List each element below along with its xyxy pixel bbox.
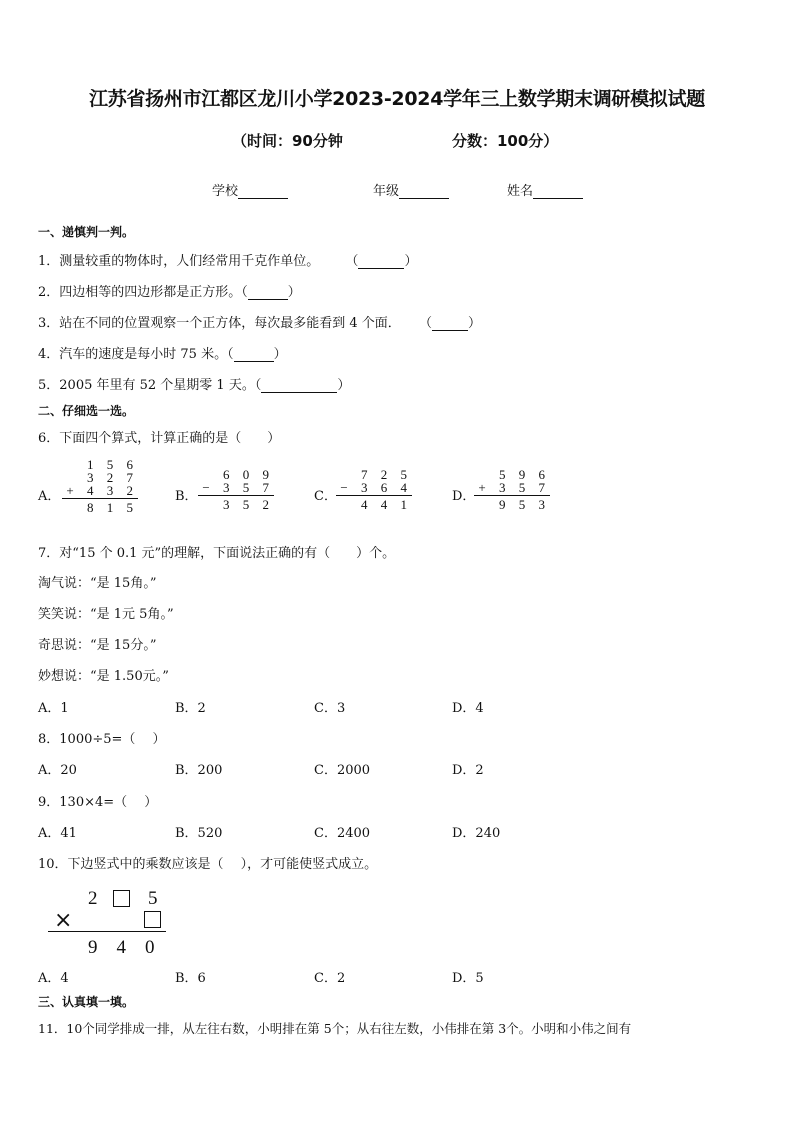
q10-option-c[interactable]: C．2 [314, 971, 346, 986]
q6-d-row1: 5 9 6 [499, 467, 550, 482]
name-field[interactable] [507, 180, 583, 199]
q4-answer-blank[interactable] [234, 347, 274, 362]
q2: 2．四边相等的四边形都是正方形。（ ） [38, 285, 301, 300]
section2-heading: 二、仔细选一选。 [38, 404, 135, 418]
q5: 5．2005 年里有 52 个星期零 1 天。（ ） [38, 378, 351, 393]
q6-option-c-calc [336, 468, 412, 511]
section3-heading: 三、认真填一填。 [38, 995, 135, 1009]
q6-option-c-label[interactable]: C． [314, 489, 337, 504]
q6-a-row1: 1 5 6 [87, 457, 138, 472]
q6-c-row2: − 3 6 4 [340, 480, 412, 495]
q2-answer-blank[interactable] [248, 285, 288, 300]
q7-line2: 笑笑说：“是 1元 5角。” [38, 607, 174, 622]
q4-text: 4．汽车的速度是每小时 75 米。 [38, 347, 228, 362]
q7-option-b[interactable]: B．2 [175, 701, 206, 716]
q6-option-d-label[interactable]: D． [452, 489, 476, 504]
q7-line3: 奇思说：“是 15分。” [38, 638, 157, 653]
q8-option-a[interactable]: A．20 [38, 763, 77, 778]
grade-field[interactable] [373, 180, 449, 199]
q6-option-a-calc [62, 458, 138, 514]
q6-d-result: 9 5 3 [474, 495, 550, 511]
q7-line4: 妙想说：“是 1.50元。” [38, 669, 169, 684]
q10-option-b[interactable]: B．6 [175, 971, 206, 986]
grade-label: 年级 [373, 184, 400, 199]
q9-stem: 9．130×4=（ ） [38, 795, 158, 810]
q7-option-c[interactable]: C．3 [314, 701, 346, 716]
grade-blank[interactable] [399, 184, 449, 199]
q6-d-row2: + 3 5 7 [478, 480, 550, 495]
q6-a-row3: + 4 3 2 [66, 483, 138, 498]
q6-c-row1: 7 2 5 [361, 467, 412, 482]
q6-option-b-label[interactable]: B． [175, 489, 198, 504]
q10-option-d[interactable]: D．5 [452, 971, 484, 986]
q6-a-row2: 3 2 7 [87, 470, 138, 485]
name-blank[interactable] [533, 184, 583, 199]
q10-vertical-multiplication [48, 884, 178, 956]
name-label: 姓名 [507, 184, 534, 199]
q10-option-a[interactable]: A．4 [38, 971, 69, 986]
q2-text: 2．四边相等的四边形都是正方形。 [38, 285, 242, 300]
q1-answer-blank[interactable] [358, 254, 404, 269]
q8-stem: 8．1000÷5=（ ） [38, 732, 166, 747]
q5-answer-blank[interactable] [261, 378, 337, 393]
q10-stem: 10．下边竖式中的乘数应该是（ ），才可能使竖式成立。 [38, 857, 378, 872]
q8-option-c[interactable]: C．2000 [314, 763, 371, 778]
q1-text: 1．测量较重的物体时，人们经常用千克作单位。 [38, 254, 320, 269]
q6-c-result: 4 4 1 [336, 495, 412, 511]
q7-line1: 淘气说：“是 15角。” [38, 576, 157, 591]
q10-result: 9 4 0 [88, 937, 155, 958]
q10-blank-box-tens[interactable] [113, 890, 130, 907]
q6-b-row2: − 3 5 7 [202, 480, 274, 495]
q4: 4．汽车的速度是每小时 75 米。（ ） [38, 347, 287, 362]
q8-option-b[interactable]: B．200 [175, 763, 223, 778]
exam-score: 分数：100分） [452, 132, 559, 150]
q6-option-d-calc [474, 468, 550, 511]
q8-option-d[interactable]: D．2 [452, 763, 484, 778]
q9-option-c[interactable]: C．2400 [314, 826, 371, 841]
q7-option-a[interactable]: A．1 [38, 701, 69, 716]
section1-heading: 一、递慎判一判。 [38, 225, 135, 239]
q10-digit-ones: 5 [148, 888, 158, 909]
exam-time: （时间：90分钟 [232, 132, 343, 150]
q7-stem: 7．对“15 个 0.1 元”的理解，下面说法正确的有（ ）个。 [38, 546, 396, 561]
school-field[interactable] [212, 180, 288, 199]
q6-stem: 6．下面四个算式，计算正确的是（ ） [38, 431, 281, 446]
q1: 1．测量较重的物体时，人们经常用千克作单位。 （ ） [38, 254, 418, 269]
page-title: 江苏省扬州市江都区龙川小学2023-2024学年三上数学期末调研模拟试题 [89, 88, 705, 110]
q3-answer-blank[interactable] [432, 316, 468, 331]
q9-option-d[interactable]: D．240 [452, 826, 501, 841]
school-label: 学校 [212, 184, 239, 199]
q5-text: 5．2005 年里有 52 个星期零 1 天。 [38, 378, 255, 393]
q10-times-sign: × [54, 908, 73, 933]
q6-b-row1: 6 0 9 [223, 467, 274, 482]
q11-text: 11．10个同学排成一排，从左往右数，小明排在第 5个；从右往左数，小伟排在第 3个。小明和小伟之间有 [38, 1021, 632, 1036]
q9-option-a[interactable]: A．41 [38, 826, 77, 841]
q9-option-b[interactable]: B．520 [175, 826, 223, 841]
q3-text: 3．站在不同的位置观察一个正方体，每次最多能看到 4 个面． [38, 316, 401, 331]
q10-digit-hundreds: 2 [88, 888, 98, 909]
q7-option-d[interactable]: D．4 [452, 701, 484, 716]
school-blank[interactable] [238, 184, 288, 199]
q6-option-a-label[interactable]: A． [38, 489, 61, 504]
q6-b-result: 3 5 2 [198, 495, 274, 511]
q3: 3．站在不同的位置观察一个正方体，每次最多能看到 4 个面． （ ） [38, 316, 481, 331]
q6-a-result: 8 1 5 [62, 498, 138, 514]
q6-option-b-calc [198, 468, 274, 511]
q10-blank-box-multiplier[interactable] [144, 911, 161, 928]
